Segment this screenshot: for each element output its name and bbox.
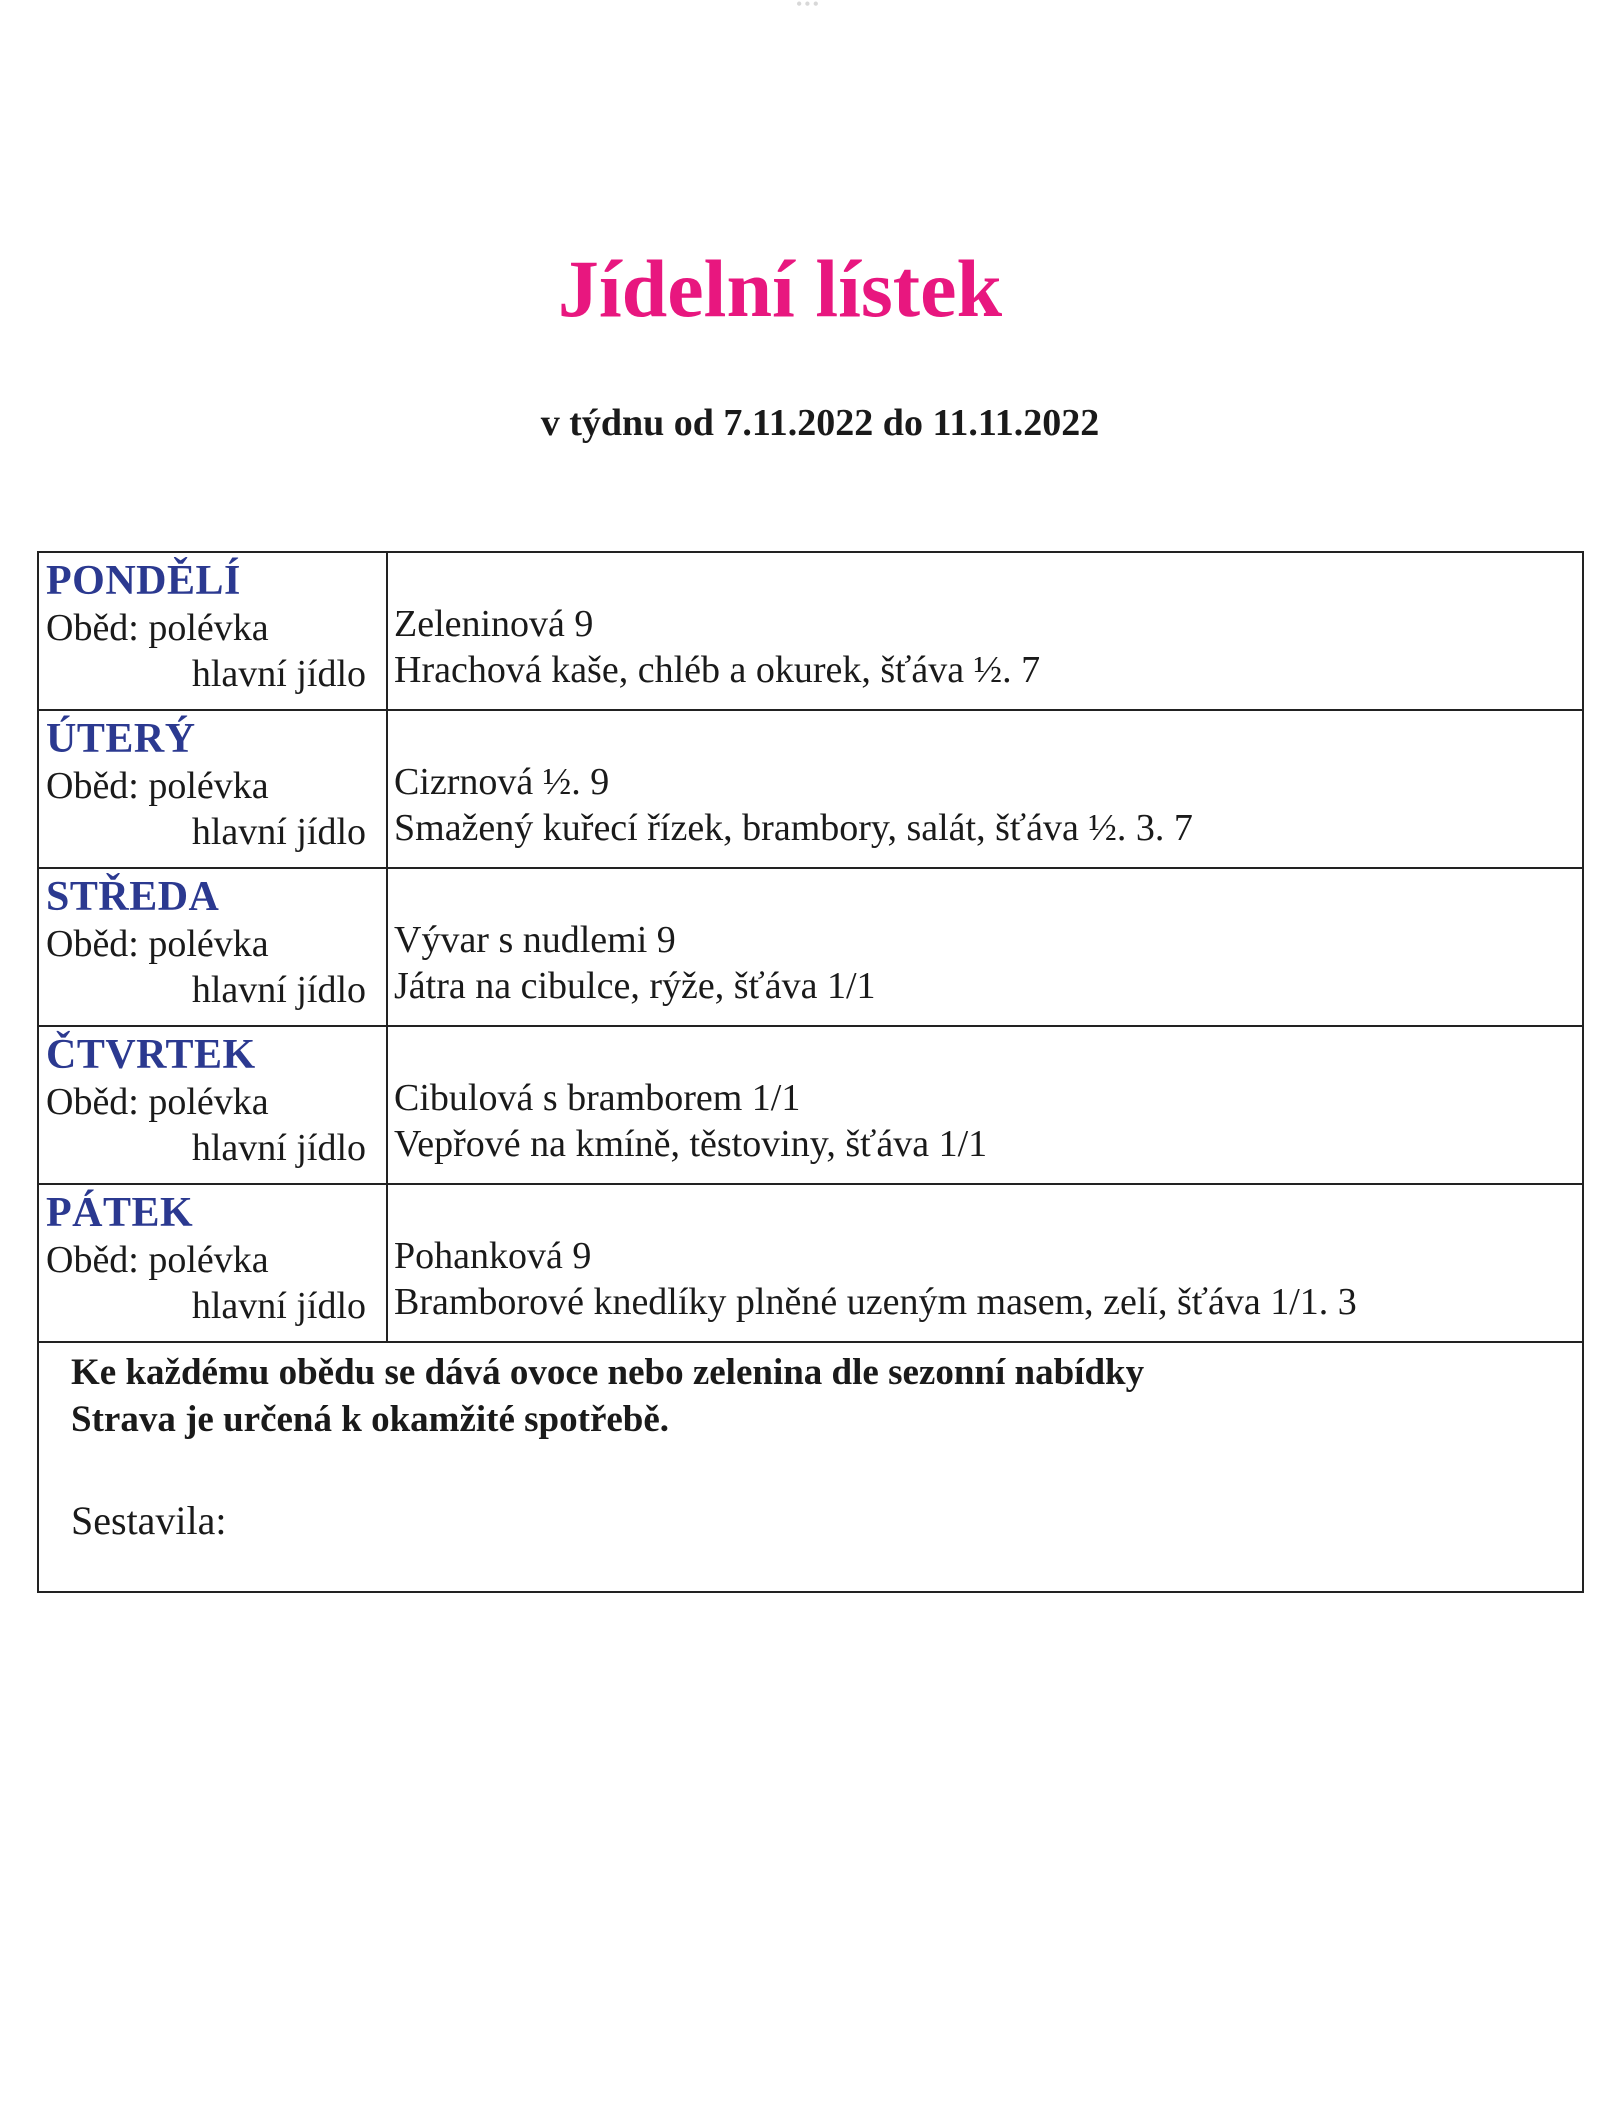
day-right-cell: [388, 869, 1582, 1025]
page-title: Jídelní lístek: [557, 243, 1003, 334]
soup-dish: Zeleninová 9: [394, 603, 594, 645]
day-name: ČTVRTEK: [46, 1032, 256, 1078]
day-row-wednesday: [39, 869, 1582, 1027]
note-fruit: Ke každému obědu se dává ovoce nebo zelenina dle sezonní nabídky: [71, 1352, 1145, 1393]
day-left-cell: [39, 711, 388, 867]
day-name: PONDĚLÍ: [46, 558, 241, 604]
day-row-monday: [39, 553, 1582, 711]
day-name: ÚTERÝ: [46, 716, 196, 762]
day-name: PÁTEK: [46, 1190, 194, 1236]
footer-notes: [39, 1343, 1582, 1591]
signed-by-label: Sestavila:: [71, 1498, 227, 1543]
day-row-friday: [39, 1185, 1582, 1343]
day-name: STŘEDA: [46, 874, 220, 920]
day-left-cell: [39, 1185, 388, 1341]
main-label: hlavní jídlo: [191, 1127, 366, 1169]
soup-label: Oběd: polévka: [46, 765, 269, 807]
main-dish: Vepřové na kmíně, těstoviny, šťáva 1/1: [394, 1123, 988, 1165]
note-consumption: Strava je určená k okamžité spotřebě.: [71, 1399, 670, 1440]
day-left-cell: [39, 553, 388, 709]
soup-label: Oběd: polévka: [46, 607, 269, 649]
day-left-cell: [39, 869, 388, 1025]
soup-dish: Pohanková 9: [394, 1235, 592, 1277]
soup-label: Oběd: polévka: [46, 923, 269, 965]
main-label: hlavní jídlo: [191, 811, 366, 853]
day-row-thursday: [39, 1027, 1582, 1185]
menu-table: [37, 551, 1584, 1593]
day-row-tuesday: [39, 711, 1582, 869]
soup-label: Oběd: polévka: [46, 1239, 269, 1281]
soup-dish: Vývar s nudlemi 9: [394, 919, 676, 961]
main-dish: Játra na cibulce, rýže, šťáva 1/1: [394, 965, 876, 1007]
main-dish: Hrachová kaše, chléb a okurek, šťáva ½. 7: [394, 649, 1041, 691]
soup-dish: Cibulová s bramborem 1/1: [394, 1077, 801, 1119]
day-right-cell: [388, 1027, 1582, 1183]
page-subtitle: v týdnu od 7.11.2022 do 11.11.2022: [540, 402, 1100, 444]
main-label: hlavní jídlo: [191, 969, 366, 1011]
main-dish: Smažený kuřecí řízek, brambory, salát, šťáva ½. 3. 7: [394, 807, 1193, 849]
main-dish: Bramborové knedlíky plněné uzeným masem, zelí, šťáva 1/1. 3: [394, 1281, 1357, 1323]
soup-label: Oběd: polévka: [46, 1081, 269, 1123]
main-label: hlavní jídlo: [191, 1285, 366, 1327]
day-left-cell: [39, 1027, 388, 1183]
main-label: hlavní jídlo: [191, 653, 366, 695]
day-right-cell: [388, 1185, 1582, 1341]
soup-dish: Cizrnová ½. 9: [394, 761, 610, 803]
top-dots-mark: •••: [796, 0, 821, 14]
day-right-cell: [388, 711, 1582, 867]
day-right-cell: [388, 553, 1582, 709]
